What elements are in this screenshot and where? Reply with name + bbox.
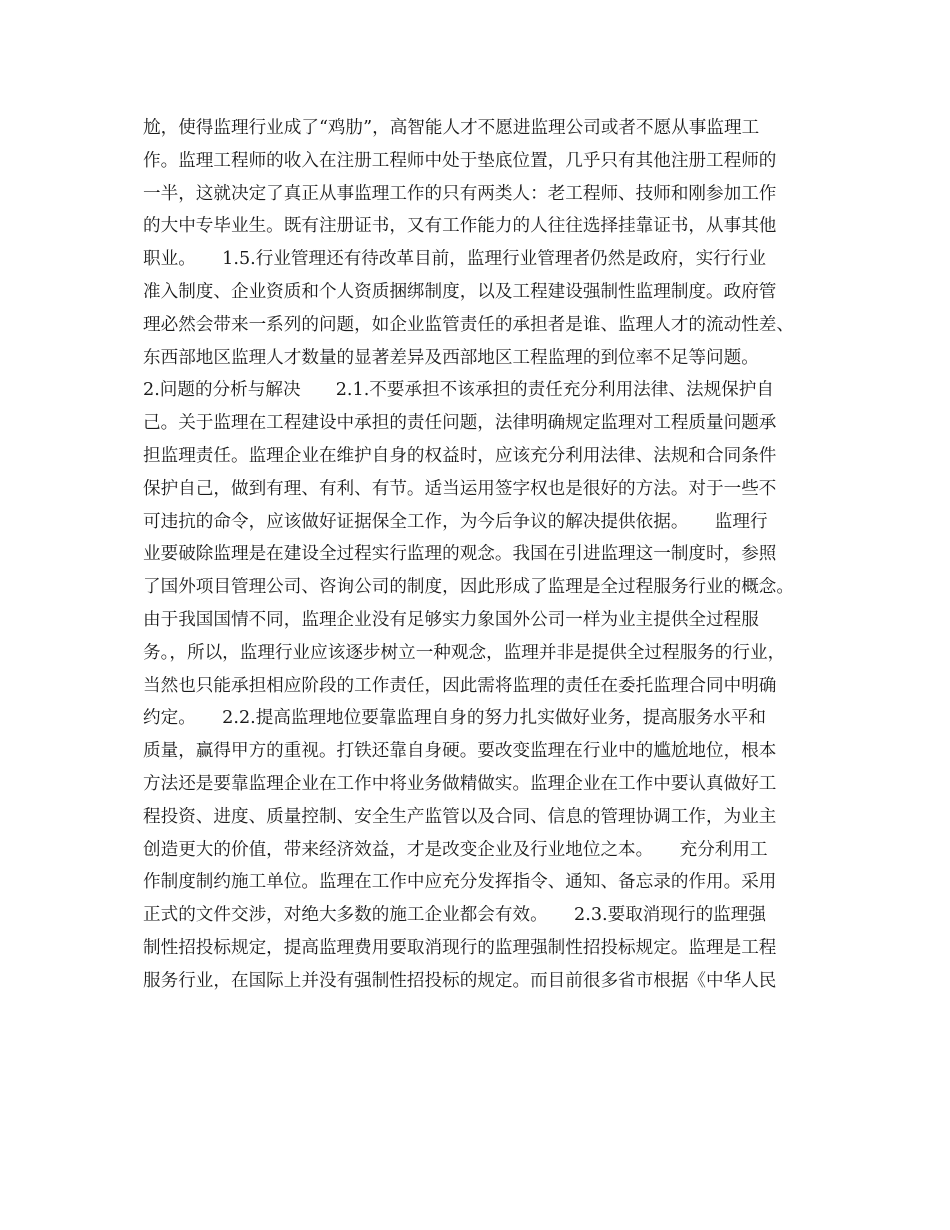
text-line: 制性招投标规定，提高监理费用要取消现行的监理强制性招投标规定。监理是工程 bbox=[143, 937, 777, 958]
text-line: 一半，这就决定了真正从事监理工作的只有两类人：老工程师、技师和刚参加工作 bbox=[143, 183, 777, 204]
text-line: 创造更大的价值，带来经济效益，才是改变企业及行业地位之本。 充分利用工 bbox=[143, 839, 768, 860]
text-line: 职业。 1.5.行业管理还有待改革目前，监理行业管理者仍然是政府，实行行业 bbox=[143, 249, 766, 270]
text-line: 由于我国国情不同，监理企业没有足够实力象国外公司一样为业主提供全过程服 bbox=[143, 609, 759, 630]
text-line: 了国外项目管理公司、咨询公司的制度，因此形成了监理是全过程服务行业的概念。 bbox=[143, 577, 794, 598]
text-line: 作。监理工程师的收入在注册工程师中处于垫底位置，几乎只有其他注册工程师的 bbox=[143, 150, 777, 171]
text-line: 理必然会带来一系列的问题，如企业监管责任的承担者是谁、监理人才的流动性差、 bbox=[143, 314, 794, 335]
text-line: 的大中专毕业生。既有注册证书，又有工作能力的人往往选择挂靠证书，从事其他 bbox=[143, 216, 777, 237]
text-line: 准入制度、企业资质和个人资质捆绑制度，以及工程建设强制性监理制度。政府管 bbox=[143, 281, 777, 302]
text-line: 方法还是要靠监理企业在工作中将业务做精做实。监理企业在工作中要认真做好工 bbox=[143, 773, 777, 794]
text-line: 东西部地区监理人才数量的显著差异及西部地区工程监理的到位率不足等问题。 bbox=[143, 347, 759, 368]
text-line: 正式的文件交涉，对绝大多数的施工企业都会有效。 2.3.要取消现行的监理强 bbox=[143, 905, 766, 926]
text-line: 2.问题的分析与解决 2.1.不要承担不该承担的责任充分利用法律、法规保护自 bbox=[143, 380, 774, 401]
text-line: 保护自己，做到有理、有利、有节。适当运用签字权也是很好的方法。对于一些不 bbox=[143, 478, 777, 499]
text-line: 己。关于监理在工程建设中承担的责任问题，法律明确规定监理对工程质量问题承 bbox=[143, 413, 777, 434]
text-line: 质量，赢得甲方的重视。打铁还靠自身硬。要改变监理在行业中的尴尬地位，根本 bbox=[143, 741, 777, 762]
text-line: 程投资、进度、质量控制、安全生产监管以及合同、信息的管理协调工作，为业主 bbox=[143, 806, 777, 827]
text-line: 约定。 2.2.提高监理地位要靠监理自身的努力扎实做好业务，提高服务水平和 bbox=[143, 708, 766, 729]
text-line: 尬，使得监理行业成了“鸡肋”，高智能人才不愿进监理公司或者不愿从事监理工 bbox=[143, 118, 760, 138]
text-line: 服务行业，在国际上并没有强制性招投标的规定。而目前很多省市根据《中华人民 bbox=[143, 970, 777, 991]
text-line: 担监理责任。监理企业在维护自身的权益时，应该充分利用法律、法规和合同条件 bbox=[143, 445, 777, 466]
text-line: 务。，所以，监理行业应该逐步树立一种观念，监理并非是提供全过程服务的行业， bbox=[143, 642, 786, 663]
text-line: 作制度制约施工单位。监理在工作中应充分发挥指令、通知、备忘录的作用。采用 bbox=[143, 872, 777, 893]
text-line: 业要破除监理是在建设全过程实行监理的观念。我国在引进监理这一制度时，参照 bbox=[143, 544, 777, 565]
text-line: 可违抗的命令，应该做好证据保全工作，为今后争议的解决提供依据。 监理行 bbox=[143, 511, 768, 532]
body-text bbox=[143, 112, 823, 998]
text-line: 当然也只能承担相应阶段的工作责任，因此需将监理的责任在委托监理合同中明确 bbox=[143, 675, 777, 696]
